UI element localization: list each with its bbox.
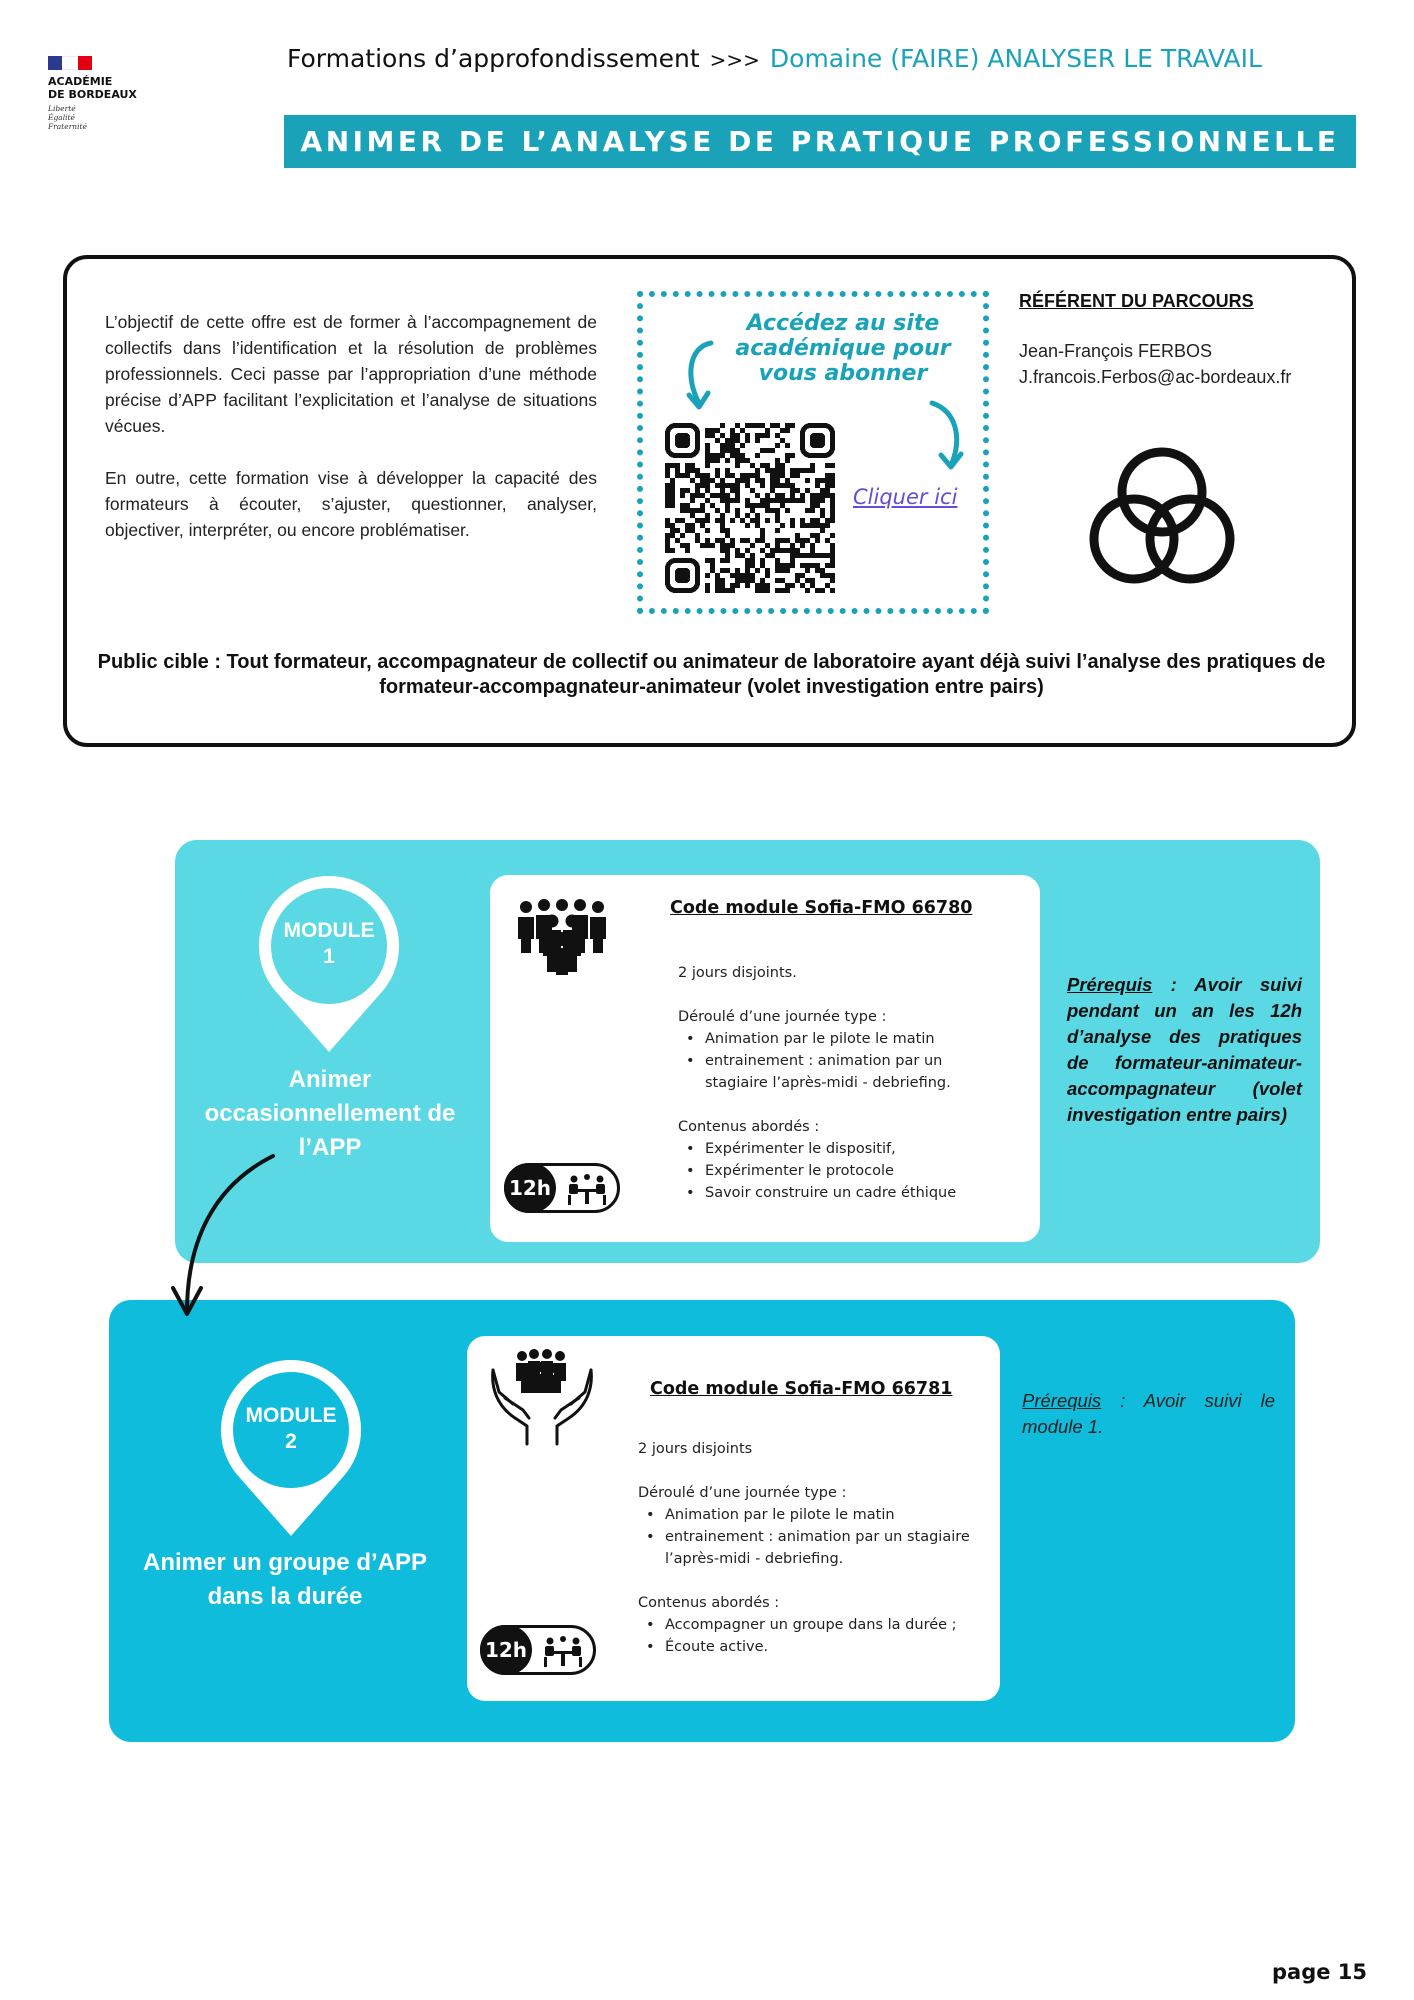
module-2-contenus-title: Contenus abordés : [638, 1595, 780, 1611]
module-2-prerequisites [1022, 1388, 1275, 1440]
header-subtitle [287, 44, 1262, 73]
prereq-label: Prérequis [1022, 1390, 1102, 1411]
public-cible: Public cible : Tout formateur, accompagnateur de collectif ou animateur de laboratoire ayant déjà suivi l’analyse des pratiques de formateur-accompagnateur-animateur (volet investigation entre pairs) [97, 651, 1326, 698]
module-2-body [638, 1438, 978, 1658]
prereq-text: : Avoir suivi pendant un an les 12h d’analyse des pratiques de formateur-animateur-accompagnateur (volet investigation entre pairs) [1067, 974, 1302, 1125]
module-1-contenus-list [678, 1138, 1008, 1204]
module-2-name: Animer un groupe d’APP dans la durée [142, 1549, 427, 1610]
french-flag-icon [48, 56, 92, 70]
intro-paragraph-1: L’objectif de cette offre est de former à l’accompagnement de collectifs dans l’identification et la résolution de problèmes professionnels. Ceci passe par l’appropriation d’une méthode précise d’APP facilitant l’explicitation et l’analyse de situations vécues. [105, 312, 597, 436]
subscribe-link[interactable]: Cliquer ici [853, 485, 958, 509]
module-2-pin-label: MODULE 2 [245, 1404, 337, 1453]
module-2-deroule-title: Déroulé d’une journée type : [638, 1485, 847, 1501]
intro-card [63, 255, 1356, 747]
duration-value: 12h [504, 1163, 556, 1213]
curved-arrow-icon [928, 397, 968, 477]
module-1-name: Animer occasionnellement de l’APP [204, 1066, 456, 1161]
list-item: • Animation par le pilote le matin [638, 1504, 978, 1526]
module-1-contenus-title: Contenus abordés : [678, 1119, 820, 1135]
group-icon [516, 897, 608, 977]
module-2-deroule-list [638, 1504, 978, 1570]
module-1-prerequisites [1067, 972, 1302, 1128]
list-item: • Expérimenter le dispositif, [678, 1138, 1008, 1160]
intro-paragraph-2: En outre, cette formation vise à développer la capacité des formateurs à écouter, s’ajuster, questionner, analyser, objectiver, interpréter, ou encore problématiser. [105, 468, 597, 540]
meeting-table-icon [541, 1635, 585, 1669]
module-2-contenus-list [638, 1614, 978, 1658]
referent-email[interactable]: J.francois.Ferbos@ac-bordeaux.fr [1019, 367, 1292, 387]
module-2-code: Code module Sofia-FMO 66781 [650, 1379, 953, 1399]
meeting-table-icon [565, 1173, 609, 1207]
domain-label: Domaine (FAIRE) ANALYSER LE TRAVAIL [769, 44, 1262, 73]
venn-circles-icon [1082, 444, 1242, 589]
page-title: ANIMER DE L’ANALYSE DE PRATIQUE PROFESSIONNELLE [300, 125, 1340, 158]
prereq-text: : Avoir suivi le module 1. [1022, 1390, 1275, 1437]
separator: >>> [709, 48, 760, 72]
hands-group-icon [487, 1348, 597, 1448]
list-item: • Accompagner un groupe dans la durée ; [638, 1614, 978, 1636]
page-title-bar [284, 115, 1356, 168]
section-label: Formations d’approfondissement [287, 44, 700, 73]
module-1-duration-badge [504, 1163, 620, 1213]
module-2-card [467, 1336, 1000, 1701]
logo-academy-name: ACADÉMIE DE BORDEAUX [48, 75, 137, 101]
qr-code[interactable] [665, 423, 835, 593]
qr-title: Accédez au site académique pour vous abonner [735, 311, 951, 386]
module-2-duration-badge [480, 1625, 596, 1675]
curved-arrow-icon [165, 1150, 285, 1320]
module-1-body [678, 962, 1008, 1204]
duration-value: 12h [480, 1625, 532, 1675]
list-item: • entrainement : animation par un stagiaire l’après-midi - debriefing. [638, 1526, 978, 1570]
module-2-intro: 2 jours disjoints [638, 1441, 753, 1457]
module-1-card [490, 875, 1040, 1242]
module-1-deroule-title: Déroulé d’une journée type : [678, 1009, 887, 1025]
qr-box [637, 291, 989, 614]
list-item: • Savoir construire un cadre éthique [678, 1182, 1008, 1204]
referent-block [1019, 291, 1349, 390]
module-1-pin-label: MODULE 1 [283, 919, 375, 968]
page-number: page 15 [1271, 1960, 1367, 1984]
module-1-code: Code module Sofia-FMO 66780 [670, 898, 973, 918]
list-item: • Écoute active. [638, 1636, 978, 1658]
list-item: • Expérimenter le protocole [678, 1160, 1008, 1182]
intro-text [105, 309, 597, 543]
referent-title: RÉFÉRENT DU PARCOURS [1019, 291, 1254, 311]
module-1-intro: 2 jours disjoints. [678, 965, 797, 981]
prereq-label: Prérequis [1067, 974, 1153, 995]
referent-name: Jean-François FERBOS [1019, 341, 1213, 361]
list-item: • entrainement : animation par un stagiaire l’après-midi - debriefing. [678, 1050, 1008, 1094]
list-item: • Animation par le pilote le matin [678, 1028, 1008, 1050]
module-1-deroule-list [678, 1028, 1008, 1094]
academie-logo [48, 56, 178, 131]
logo-motto: Liberté Égalité Fraternité [48, 104, 87, 131]
curved-arrow-icon [681, 337, 721, 417]
